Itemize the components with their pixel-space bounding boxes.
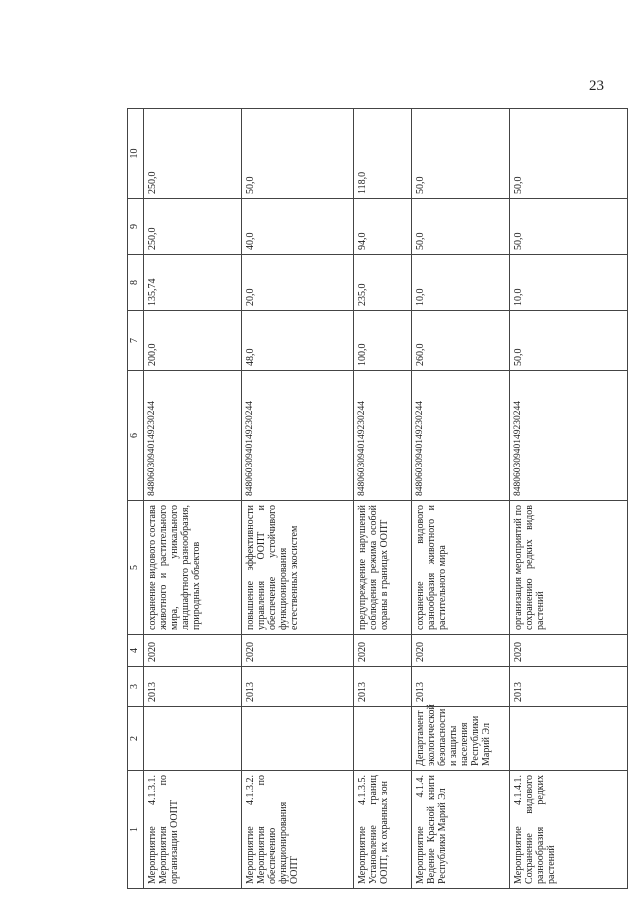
value-col7: 50,0 [510,311,628,371]
column-header: 10 [128,109,144,199]
column-header: 1 [128,771,144,889]
goal: предупреждение нарушений соблюдения режима особой охраны в границах ООПТ [354,501,412,635]
start-year: 2013 [510,667,628,707]
column-header: 9 [128,199,144,255]
goal: организация мероприятий по сохранению редких видов растений [510,501,628,635]
goal: сохранение видового состава животного и растительного мира, уникального ландшафтного разнообразия, природных объектов [144,501,242,635]
executor [242,707,354,771]
event-name: Мероприятие 4.1.4.1. Сохранение видового разнообразия редких растений [510,771,628,889]
value-col9: 50,0 [412,199,510,255]
end-year: 2020 [354,635,412,667]
start-year: 2013 [242,667,354,707]
column-header: 2 [128,707,144,771]
page-number: 23 [589,78,604,94]
start-year: 2013 [144,667,242,707]
table-row [412,109,510,889]
value-col9: 94,0 [354,199,412,255]
value-col10: 118,0 [354,109,412,199]
end-year: 2020 [144,635,242,667]
budget-code: 84806030940149230244 [412,371,510,501]
executor: Департамент экологической безопасности и защиты населения Республики Марий Эл [412,707,510,771]
event-name: Мероприятие 4.1.3.5. Установление границ ООПТ, их охранных зон [354,771,412,889]
value-col8: 10,0 [412,255,510,311]
value-col10: 50,0 [242,109,354,199]
goal: повышение эффективности управления ООПТ и обеспечение устойчивого функционирования естественных экосистем [242,501,354,635]
value-col10: 50,0 [412,109,510,199]
start-year: 2013 [354,667,412,707]
end-year: 2020 [242,635,354,667]
value-col8: 20,0 [242,255,354,311]
rotated-table-wrapper [127,109,627,889]
goal: сохранение видового разнообразия животного и растительного мира [412,501,510,635]
value-col9: 50,0 [510,199,628,255]
table-row [354,109,412,889]
budget-code: 84806030940149230244 [144,371,242,501]
event-name: Мероприятие 4.1.3.1. Мероприятия по организации ООПТ [144,771,242,889]
value-col9: 40,0 [242,199,354,255]
value-col7: 100,0 [354,311,412,371]
end-year: 2020 [412,635,510,667]
event-name: Мероприятие 4.1.4. Ведение Красной книги Республики Марий Эл [412,771,510,889]
value-col9: 250,0 [144,199,242,255]
value-col10: 50,0 [510,109,628,199]
start-year: 2013 [412,667,510,707]
executor [510,707,628,771]
column-header: 8 [128,255,144,311]
budget-code: 84806030940149230244 [510,371,628,501]
value-col8: 10,0 [510,255,628,311]
value-col7: 260,0 [412,311,510,371]
column-header: 6 [128,371,144,501]
budget-code: 84806030940149230244 [354,371,412,501]
event-name: Мероприятие 4.1.3.2. Мероприятия по обеспечению функционирования ООПТ [242,771,354,889]
value-col10: 250,0 [144,109,242,199]
table-row [144,109,242,889]
column-header: 7 [128,311,144,371]
table-header-row [128,109,144,889]
column-header: 5 [128,501,144,635]
table-row [510,109,628,889]
executor [144,707,242,771]
value-col7: 48,0 [242,311,354,371]
column-header: 3 [128,667,144,707]
value-col8: 135,74 [144,255,242,311]
end-year: 2020 [510,635,628,667]
column-header: 4 [128,635,144,667]
budget-code: 84806030940149230244 [242,371,354,501]
table-row [242,109,354,889]
value-col7: 200,0 [144,311,242,371]
executor [354,707,412,771]
measures-table [127,108,628,889]
value-col8: 235,0 [354,255,412,311]
